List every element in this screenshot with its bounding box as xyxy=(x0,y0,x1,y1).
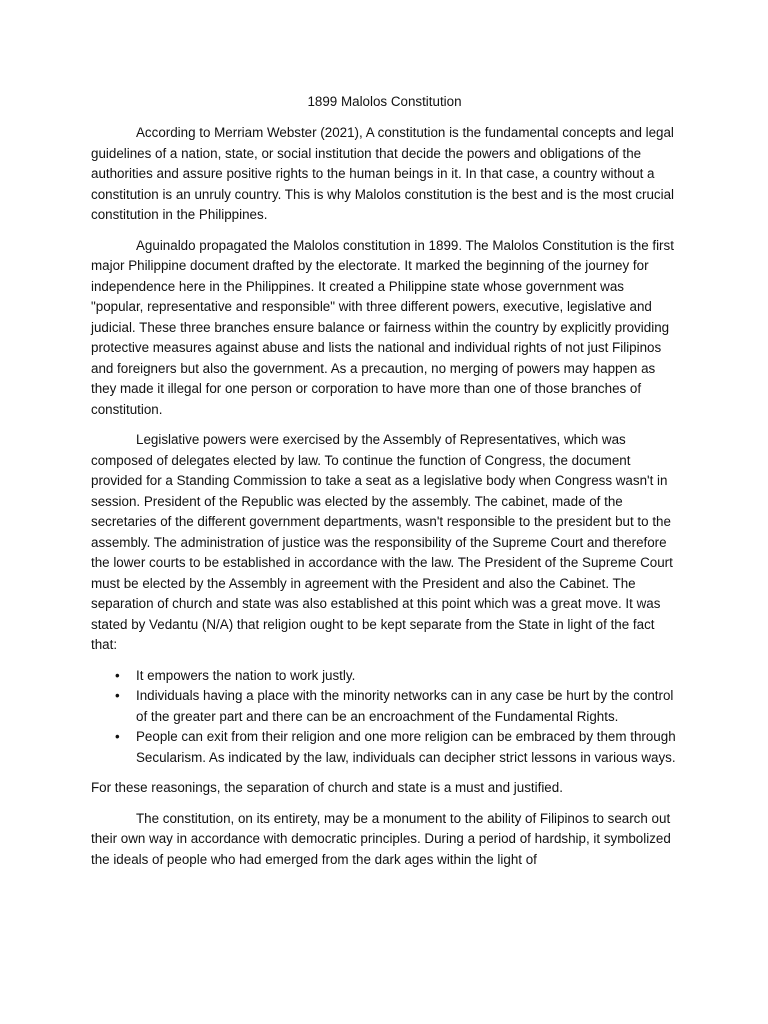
list-item xyxy=(91,727,678,768)
bullet-icon: • xyxy=(115,729,120,744)
bullet-list xyxy=(91,666,678,769)
document-title: 1899 Malolos Constitution xyxy=(307,94,462,109)
bullet-icon: • xyxy=(115,667,120,683)
bullet-icon: • xyxy=(115,688,120,703)
paragraph-definition: According to Merriam Webster (2021), A constitution is the fundamental concepts and legal guidelines of a nation, state, or social institution that decide the powers and obligations of the authorities and assure positive rights to the human beings in it. In that case, a country without a constitution is an unruly country. This is why Malolos constitution is the best and is the most crucial constitution in the Philippines. xyxy=(91,125,675,222)
paragraph-final: The constitution, on its entirety, may be a monument to the ability of Filipinos to search out their own way in accordance with democratic principles. During a period of hardship, it symbolized the ideals of people who had emerged from the dark ages within the light of xyxy=(91,810,671,867)
paragraph-conclusion: For these reasonings, the separation of church and state is a must and justified. xyxy=(91,780,563,795)
paragraph-legislative: Legislative powers were exercised by the Assembly of Representatives, which was composed of delegates elected by law. To continue the function of Congress, the document provided for a Standing Commission to take a seat as a legislative body when Congress wasn't in session. President of the Republic was elected by the assembly. The cabinet, made of the secretaries of the different government departments, wasn't responsible to the president but to the assembly. The administration of justice was the responsibility of the Supreme Court and therefore the lower courts to be established in accordance with the law. The President of the Supreme Court must be elected by the Assembly in agreement with the President and also the Cabinet. The separation of church and state was also established at this point which was a great move. It was stated by Vedantu (N/A) that religion ought to be kept separate from the State in light of the fact that: xyxy=(91,432,673,652)
list-item-text: Individuals having a place with the minority networks can in any case be hurt by the control of the greater part and there can be an encroachment of the Fundamental Rights. xyxy=(136,688,674,724)
list-item-text: It empowers the nation to work justly. xyxy=(136,667,356,683)
list-item xyxy=(91,686,678,727)
list-item-text: People can exit from their religion and one more religion can be embraced by them through Secularism. As indicated by the law, individuals can decipher strict lessons in various ways. xyxy=(136,729,676,765)
paragraph-aguinaldo: Aguinaldo propagated the Malolos constitution in 1899. The Malolos Constitution is the first major Philippine document drafted by the electorate. It marked the beginning of the journey for independence here in the Philippines. It created a Philippine state whose government was "popular, representative and responsible" with three different powers, executive, legislative and judicial. These three branches ensure balance or fairness within the country by explicitly providing protective measures against abuse and lists the national and individual rights of not just Filipinos and foreigners but also the government. As a precaution, no merging of powers may happen as they made it illegal for one person or corporation to have more than one of those branches of constitution. xyxy=(91,237,674,417)
list-item xyxy=(91,666,678,687)
